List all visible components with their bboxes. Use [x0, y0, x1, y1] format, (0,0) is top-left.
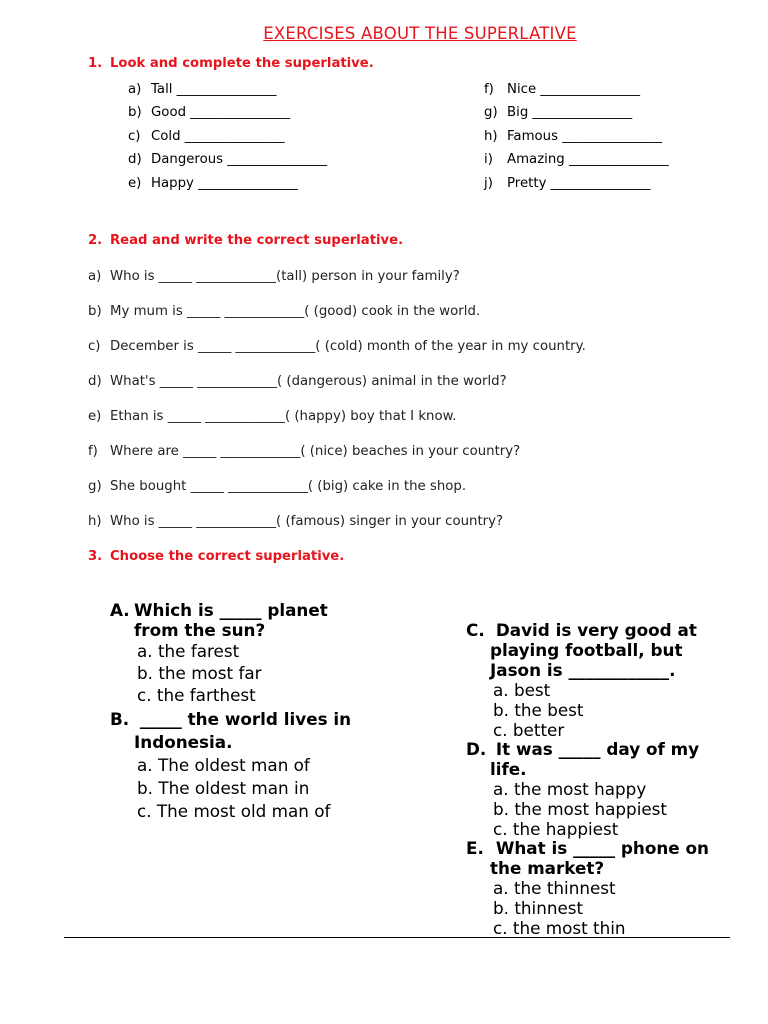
item-text: Happy _______________ [151, 175, 298, 191]
sentence-item [88, 469, 586, 504]
section-1-number: 1. [88, 56, 103, 71]
item-text: Who is _____ ____________( (famous) singer in your country? [110, 514, 504, 529]
word-item [128, 78, 327, 101]
answer-option: b. The oldest man in [137, 778, 310, 798]
item-letter: a) [128, 82, 142, 97]
page-title: EXERCISES ABOUT THE SUPERLATIVE [263, 24, 577, 43]
word-item [484, 78, 669, 101]
answer-option: b. thinnest [493, 898, 584, 918]
item-letter: f) [88, 444, 98, 459]
answer-option: a. the most happy [493, 779, 647, 799]
question-label: A. [110, 600, 130, 620]
answer-option: c. the happiest [493, 819, 619, 839]
word-item [484, 101, 669, 124]
item-letter: g) [484, 105, 498, 121]
answer-option: c. the farthest [137, 685, 256, 705]
item-text: What's _____ ____________( (dangerous) animal in the world? [110, 374, 507, 389]
item-letter: h) [484, 128, 498, 144]
word-item [128, 101, 327, 124]
item-letter: c) [128, 128, 141, 144]
answer-option: c. better [493, 720, 565, 740]
answer-option: c. the most thin [493, 918, 626, 938]
question-label: B. [110, 709, 130, 729]
section-2-heading [88, 233, 403, 248]
question-e [466, 838, 709, 938]
word-item [484, 125, 669, 148]
question-text-line: It was _____ day of my [490, 739, 700, 759]
item-text: Big _______________ [507, 105, 633, 121]
question-text-line: What is _____ phone on [490, 838, 710, 858]
question-c [466, 620, 697, 740]
question-text-line: life. [490, 759, 527, 779]
item-text: Cold _______________ [151, 128, 285, 144]
answer-option: a. the farest [137, 641, 240, 661]
answer-option: a. best [493, 680, 551, 700]
item-letter: h) [88, 514, 102, 529]
question-label: C. [466, 620, 485, 640]
item-letter: a) [88, 269, 102, 284]
item-text: Ethan is _____ ____________( (happy) boy that I know. [110, 409, 457, 424]
item-text: Amazing _______________ [507, 152, 669, 168]
section-1-left-column [128, 78, 327, 195]
word-item [128, 148, 327, 171]
question-text-line: from the sun? [134, 620, 266, 640]
answer-option: c. The most old man of [137, 801, 331, 821]
answer-option: b. the most far [137, 663, 262, 683]
word-item [484, 148, 669, 171]
section-2-number: 2. [88, 233, 103, 248]
item-text: She bought _____ ____________( (big) cake in the shop. [110, 479, 467, 494]
section-2-title: Read and write the correct superlative. [110, 233, 404, 248]
section-1-heading [88, 56, 374, 71]
item-letter: f) [484, 82, 494, 97]
item-letter: e) [128, 175, 142, 191]
answer-option: b. the best [493, 700, 584, 720]
item-text: Famous _______________ [507, 128, 662, 144]
question-d [466, 739, 699, 839]
item-text: Good _______________ [151, 105, 290, 121]
word-item [128, 125, 327, 148]
item-text: Where are _____ ____________( (nice) beaches in your country? [110, 444, 521, 459]
question-text-line: Indonesia. [134, 732, 233, 752]
sentence-item [88, 434, 586, 469]
sentence-item [88, 399, 586, 434]
item-text: Tall _______________ [151, 82, 277, 97]
item-letter: g) [88, 479, 102, 494]
item-letter: d) [88, 374, 102, 389]
question-text-line: _____ the world lives in [134, 709, 352, 729]
section-3-heading [88, 549, 344, 564]
answer-option: b. the most happiest [493, 799, 667, 819]
item-letter: d) [128, 152, 142, 168]
question-text-line: David is very good at [490, 620, 697, 640]
item-letter: b) [128, 105, 142, 121]
item-letter: e) [88, 409, 102, 424]
item-letter: j) [484, 175, 493, 191]
sentence-item [88, 294, 586, 329]
answer-option: a. The oldest man of [137, 755, 310, 775]
item-text: Pretty _______________ [507, 175, 651, 191]
sentence-item [88, 364, 586, 399]
answer-option: a. the thinnest [493, 878, 616, 898]
question-text-line: Which is _____ planet [134, 600, 328, 620]
item-letter: i) [484, 152, 493, 168]
item-text: December is _____ ____________( (cold) month of the year in my country. [110, 339, 586, 354]
question-text-line: playing football, but [490, 640, 683, 660]
section-1-title: Look and complete the superlative. [110, 56, 374, 71]
section-3-number: 3. [88, 549, 103, 564]
bottom-rule [64, 937, 730, 938]
item-text: My mum is _____ ____________( (good) cook in the world. [110, 304, 481, 319]
sentence-item [88, 259, 586, 294]
sentence-item [88, 504, 586, 539]
question-b [110, 708, 351, 823]
section-3-title: Choose the correct superlative. [110, 549, 345, 564]
section-1-right-column [484, 78, 669, 195]
word-item [484, 172, 669, 195]
item-text: Nice _______________ [507, 82, 641, 97]
item-text: Who is _____ ____________(tall) person in your family? [110, 269, 460, 284]
question-a [110, 600, 328, 706]
item-letter: b) [88, 304, 102, 319]
section-2-list [88, 259, 586, 539]
word-item [128, 172, 327, 195]
question-text-line: the market? [490, 858, 605, 878]
question-label: D. [466, 739, 487, 759]
sentence-item [88, 329, 586, 364]
question-label: E. [466, 838, 484, 858]
item-text: Dangerous _______________ [151, 152, 328, 168]
item-letter: c) [88, 339, 101, 354]
question-text-line: Jason is ____________. [490, 660, 676, 680]
